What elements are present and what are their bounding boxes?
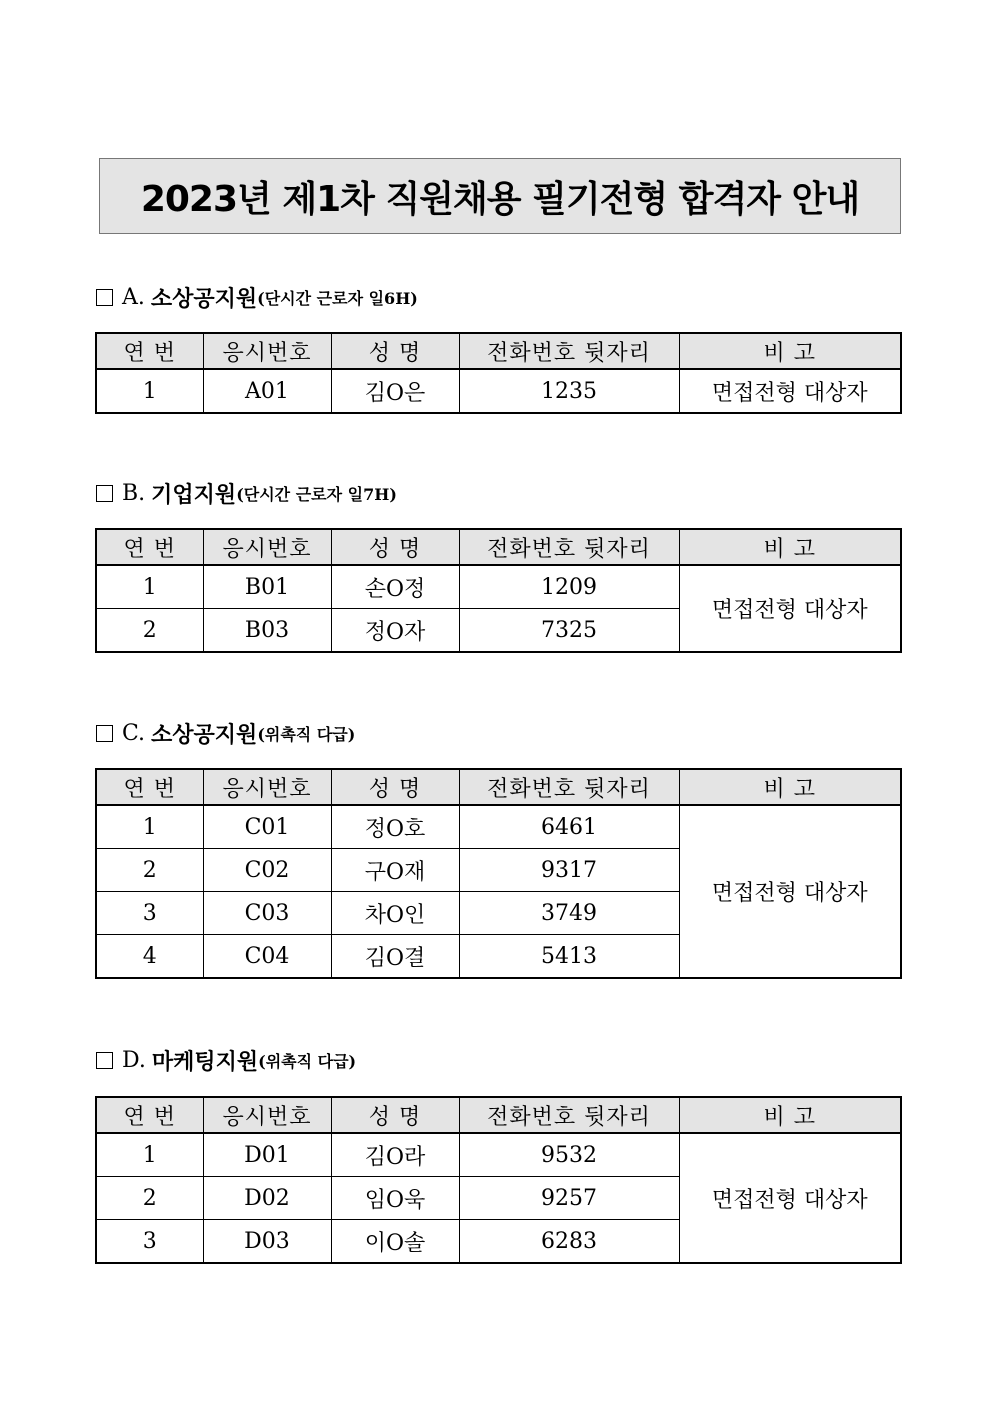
checkbox-icon: [96, 725, 113, 742]
title-box: [99, 158, 901, 234]
section-sub: (위촉직 다급): [258, 1051, 357, 1071]
cell-phone: 9257: [459, 1177, 679, 1220]
table-section-d: [95, 1096, 902, 1264]
table-section-c: [95, 768, 902, 979]
section-label: C.: [122, 720, 146, 746]
table-row: [96, 1133, 901, 1177]
section-label: B.: [122, 480, 146, 506]
cell-phone: 1235: [459, 369, 679, 413]
col-header-name: 성 명: [331, 1097, 459, 1133]
col-header-name: 성 명: [331, 333, 459, 369]
cell-name: 손O정: [331, 565, 459, 609]
table-header-row: [96, 529, 901, 565]
section-heading-a: [96, 282, 418, 312]
table-header-row: [96, 769, 901, 805]
cell-id: B01: [203, 565, 331, 609]
cell-no: 4: [96, 935, 203, 979]
section-sub: (위촉직 다급): [257, 724, 356, 744]
col-header-phone: 전화번호 뒷자리: [459, 769, 679, 805]
section-heading-d: [96, 1045, 356, 1075]
cell-id: D02: [203, 1177, 331, 1220]
cell-no: 3: [96, 1220, 203, 1264]
checkbox-icon: [96, 1052, 113, 1069]
col-header-no: 연 번: [96, 1097, 203, 1133]
cell-id: C02: [203, 849, 331, 892]
col-header-name: 성 명: [331, 769, 459, 805]
cell-no: 1: [96, 1133, 203, 1177]
checkbox-icon: [96, 289, 113, 306]
cell-note: 면접전형 대상자: [679, 1133, 901, 1263]
col-header-id: 응시번호: [203, 333, 331, 369]
cell-phone: 7325: [459, 609, 679, 653]
cell-no: 3: [96, 892, 203, 935]
cell-id: D01: [203, 1133, 331, 1177]
cell-name: 김O은: [331, 369, 459, 413]
cell-phone: 3749: [459, 892, 679, 935]
cell-phone: 6283: [459, 1220, 679, 1264]
cell-id: D03: [203, 1220, 331, 1264]
section-name: 소상공지원: [151, 721, 258, 748]
cell-no: 2: [96, 609, 203, 653]
col-header-phone: 전화번호 뒷자리: [459, 1097, 679, 1133]
table-row: [96, 805, 901, 849]
cell-id: C03: [203, 892, 331, 935]
section-sub: (단시간 근로자 일6H): [257, 288, 418, 308]
cell-name: 이O솔: [331, 1220, 459, 1264]
col-header-no: 연 번: [96, 529, 203, 565]
cell-no: 1: [96, 369, 203, 413]
cell-id: A01: [203, 369, 331, 413]
col-header-no: 연 번: [96, 333, 203, 369]
col-header-name: 성 명: [331, 529, 459, 565]
cell-note: 면접전형 대상자: [679, 805, 901, 978]
section-name: 기업지원: [151, 481, 237, 508]
col-header-note: 비 고: [679, 529, 901, 565]
page-title: 2023년 제1차 직원채용 필기전형 합격자 안내: [140, 178, 860, 220]
cell-note: 면접전형 대상자: [679, 369, 901, 413]
cell-id: B03: [203, 609, 331, 653]
section-name: 마케팅지원: [151, 1048, 259, 1075]
table-header-row: [96, 333, 901, 369]
cell-no: 2: [96, 1177, 203, 1220]
cell-phone: 9532: [459, 1133, 679, 1177]
cell-no: 1: [96, 805, 203, 849]
table-section-b: [95, 528, 902, 653]
checkbox-icon: [96, 485, 113, 502]
col-header-phone: 전화번호 뒷자리: [459, 529, 679, 565]
col-header-id: 응시번호: [203, 769, 331, 805]
col-header-id: 응시번호: [203, 529, 331, 565]
col-header-no: 연 번: [96, 769, 203, 805]
cell-name: 정O자: [331, 609, 459, 653]
cell-id: C04: [203, 935, 331, 979]
col-header-note: 비 고: [679, 1097, 901, 1133]
cell-phone: 1209: [459, 565, 679, 609]
section-label: A.: [122, 284, 145, 310]
section-label: D.: [122, 1047, 146, 1073]
cell-phone: 9317: [459, 849, 679, 892]
table-row: [96, 369, 901, 413]
table-header-row: [96, 1097, 901, 1133]
section-heading-c: [96, 718, 355, 748]
section-heading-b: [96, 478, 397, 508]
table-section-a: [95, 332, 902, 414]
cell-name: 정O호: [331, 805, 459, 849]
cell-note: 면접전형 대상자: [679, 565, 901, 652]
col-header-phone: 전화번호 뒷자리: [459, 333, 679, 369]
cell-phone: 6461: [459, 805, 679, 849]
cell-name: 차O인: [331, 892, 459, 935]
cell-id: C01: [203, 805, 331, 849]
cell-name: 김O라: [331, 1133, 459, 1177]
col-header-note: 비 고: [679, 333, 901, 369]
cell-no: 1: [96, 565, 203, 609]
cell-no: 2: [96, 849, 203, 892]
section-name: 소상공지원: [150, 285, 258, 312]
cell-phone: 5413: [459, 935, 679, 979]
col-header-id: 응시번호: [203, 1097, 331, 1133]
cell-name: 임O욱: [331, 1177, 459, 1220]
table-row: [96, 565, 901, 609]
cell-name: 구O재: [331, 849, 459, 892]
col-header-note: 비 고: [679, 769, 901, 805]
cell-name: 김O결: [331, 935, 459, 979]
section-sub: (단시간 근로자 일7H): [236, 484, 397, 504]
